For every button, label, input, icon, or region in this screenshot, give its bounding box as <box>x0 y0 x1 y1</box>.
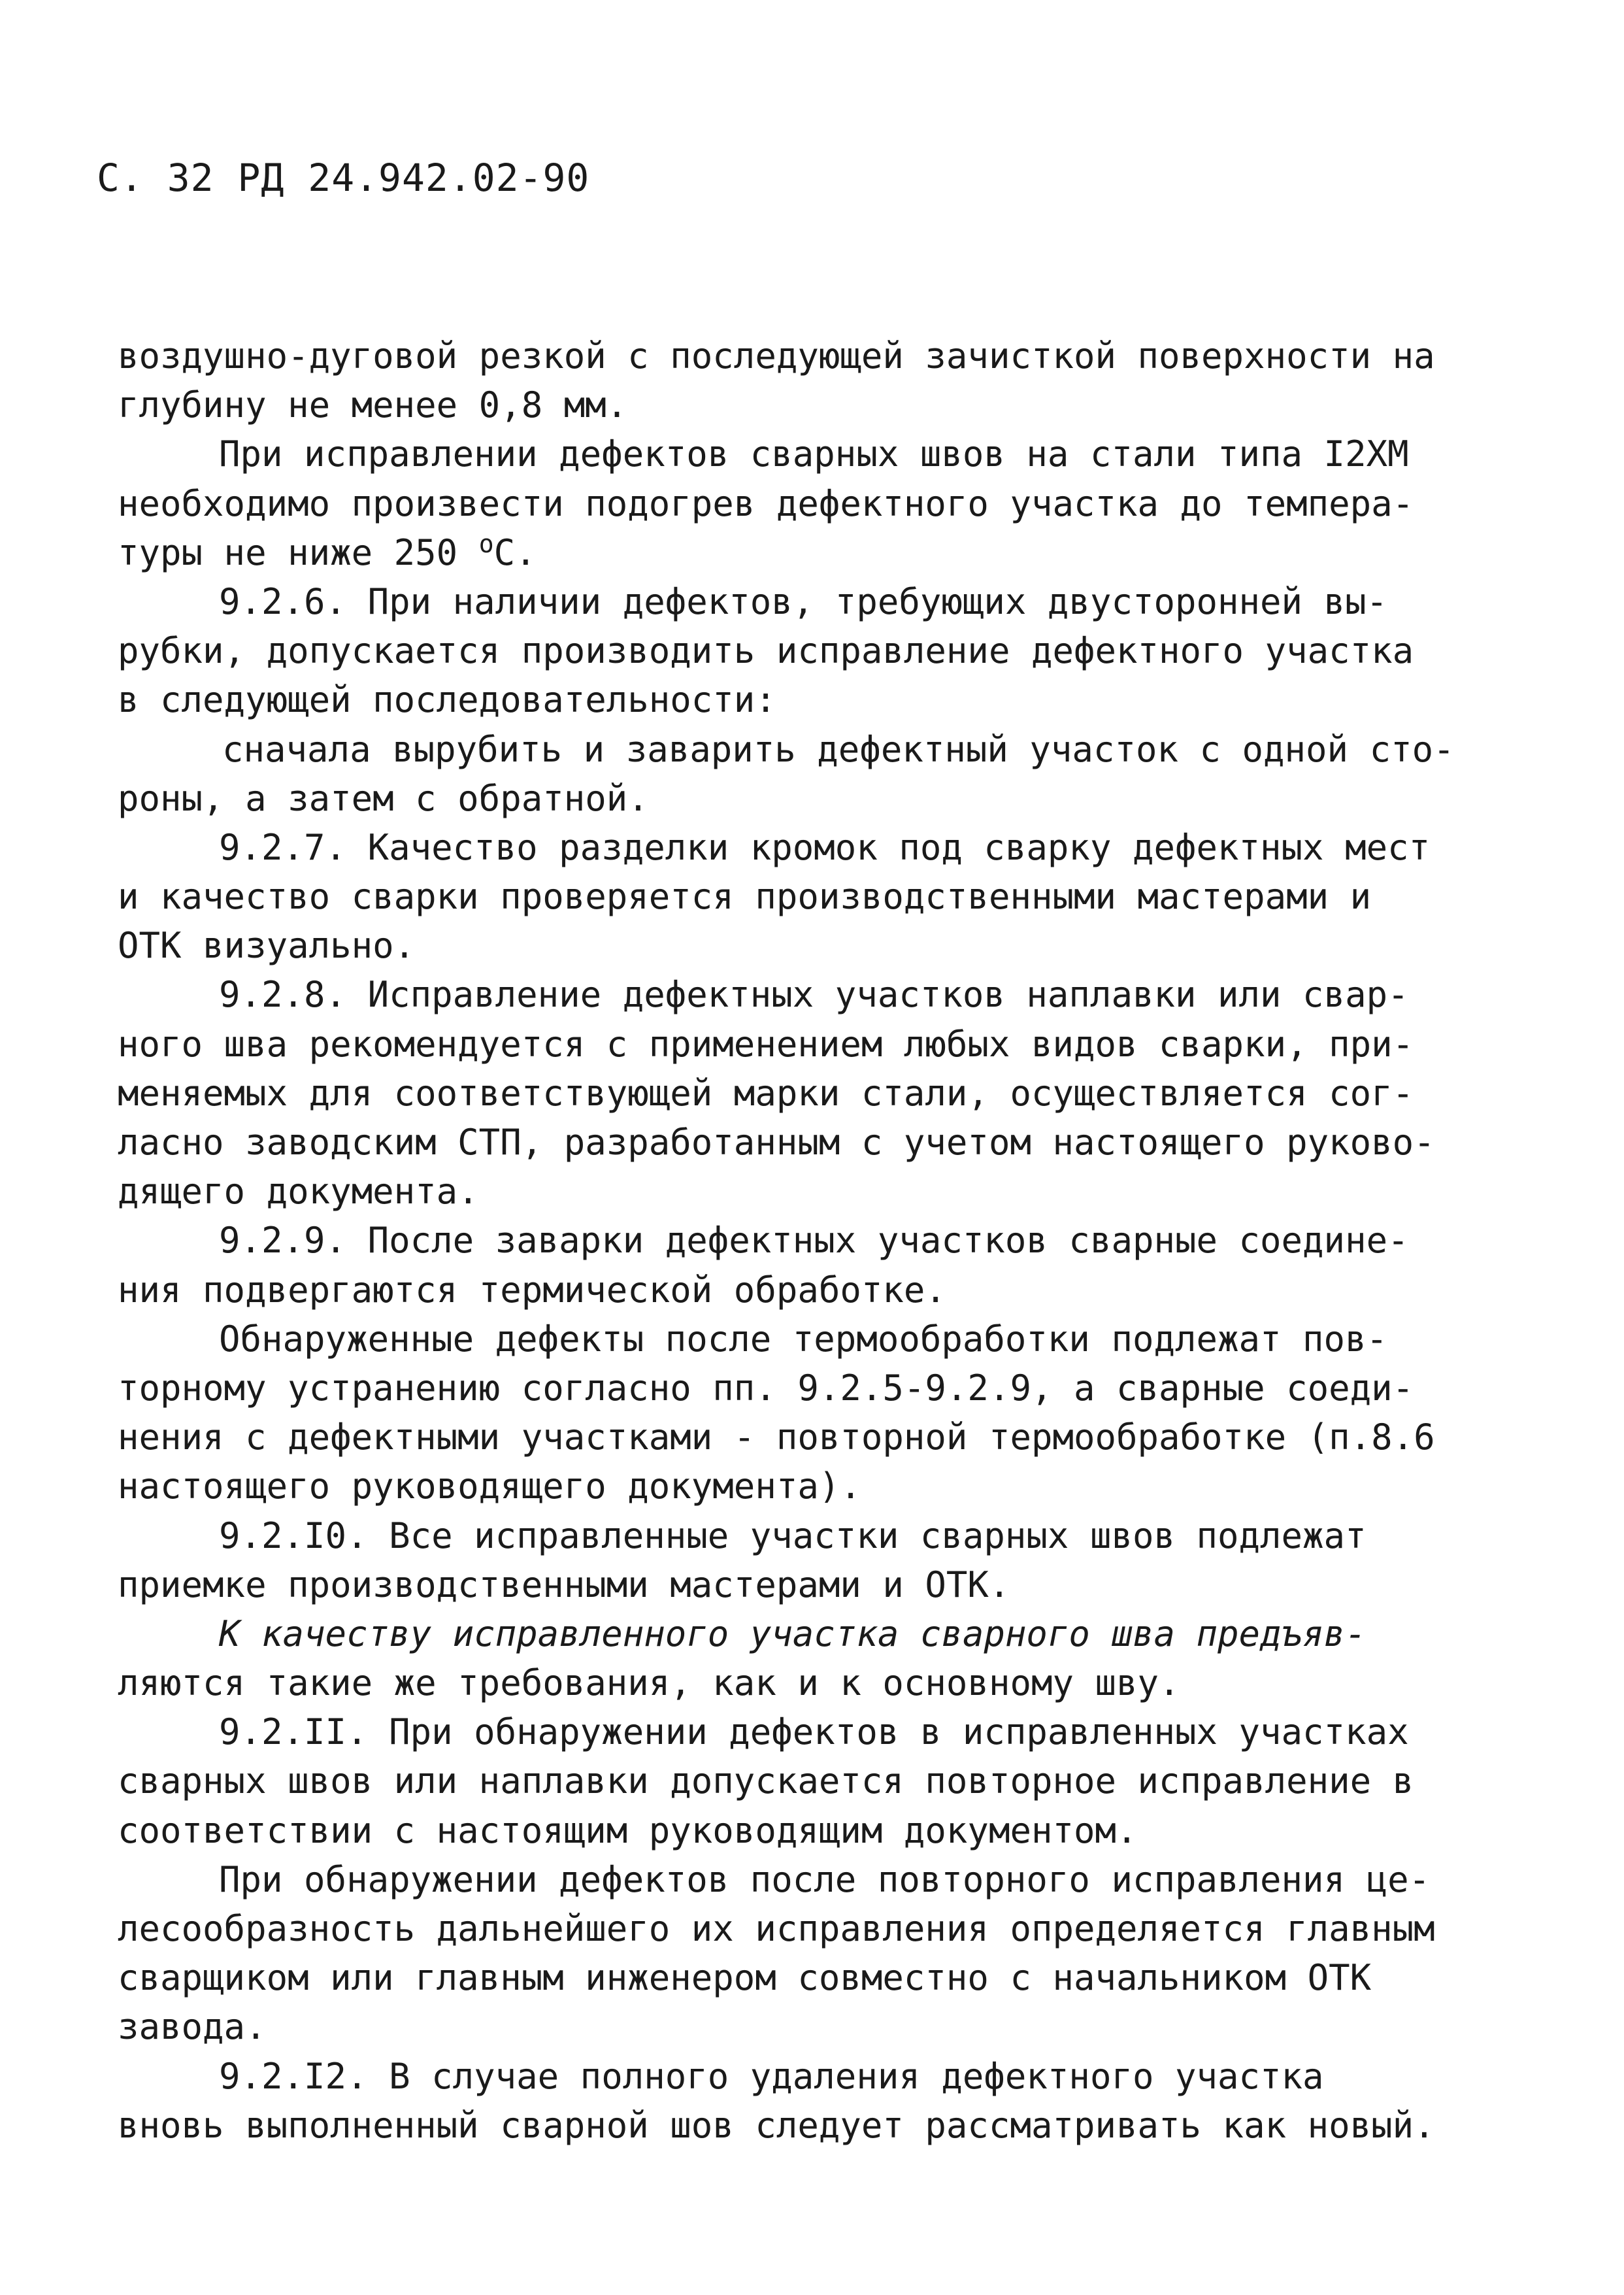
text-line: сварщиком или главным инженером совместно с начальником ОТК <box>118 1957 1372 1999</box>
temperature-text: туры не ниже 250 <box>118 531 479 573</box>
text-line: ОТК визуально. <box>118 925 416 967</box>
text-line: меняемых для соответствующей марки стали, осуществляется сог- <box>118 1072 1414 1114</box>
text-line: При исправлении дефектов сварных швов на стали типа I2ХМ <box>219 433 1409 475</box>
text-line: ния подвергаются термической обработке. <box>118 1269 946 1311</box>
text-line: соответствии с настоящим руководящим документом. <box>118 1809 1138 1851</box>
text-line: 9.2.I2. В случае полного удаления дефектного участка <box>219 2055 1324 2097</box>
text-line: 9.2.II. При обнаружении дефектов в исправленных участках <box>219 1711 1409 1753</box>
temperature-unit: С. <box>493 531 537 573</box>
text-line-temperature <box>118 528 1425 577</box>
text-line: 9.2.9. После заварки дефектных участков сварные соедине- <box>219 1220 1409 1262</box>
page-header: С. 32 РД 24.942.02-90 <box>97 156 590 200</box>
text-line: лесообразность дальнейшего их исправления определяется главным <box>118 1908 1435 1949</box>
text-line: 9.2.7. Качество разделки кромок под сварку дефектных мест <box>219 826 1431 868</box>
text-line: сначала вырубить и заварить дефектный участок с одной сто- <box>222 728 1455 770</box>
text-line: ляются такие же требования, как и к основному шву. <box>118 1662 1180 1704</box>
document-body <box>118 331 1455 2150</box>
text-line: ного шва рекомендуется с применением любых видов сварки, при- <box>118 1023 1414 1065</box>
text-line: приемке производственными мастерами и ОТК. <box>118 1564 1010 1605</box>
text-line: глубину не менее 0,8 мм. <box>118 384 628 426</box>
text-line: завода. <box>118 2006 267 2048</box>
text-line: 9.2.8. Исправление дефектных участков наплавки или свар- <box>219 974 1409 1016</box>
degree-superscript: о <box>478 529 494 558</box>
text-line: в следующей последовательности: <box>118 679 776 721</box>
text-line: Обнаруженные дефекты после термообработки подлежат пов- <box>219 1318 1388 1360</box>
text-line: и качество сварки проверяется производственными мастерами и <box>118 876 1372 918</box>
text-line: торному устранению согласно пп. 9.2.5-9.2.9, а сварные соеди- <box>118 1367 1414 1409</box>
text-line: К качеству исправленного участка сварного шва предъяв- <box>219 1613 1367 1654</box>
text-line: настоящего руководящего документа). <box>118 1466 861 1507</box>
text-line: ласно заводским СТП, разработанным с учетом настоящего руково- <box>118 1122 1435 1163</box>
text-line: 9.2.6. При наличии дефектов, требующих двусторонней вы- <box>219 580 1388 622</box>
text-line: необходимо произвести подогрев дефектного участка до темпера- <box>118 482 1414 524</box>
text-line: При обнаружении дефектов после повторного исправления це- <box>219 1858 1431 1900</box>
text-line: воздушно-дуговой резкой с последующей зачисткой поверхности на <box>118 335 1435 377</box>
text-line: 9.2.I0. Все исправленные участки сварных швов подлежат <box>219 1515 1367 1556</box>
text-line: роны, а затем с обратной. <box>118 777 649 819</box>
text-line: дящего документа. <box>118 1171 479 1213</box>
text-line: нения с дефектными участками - повторной термообработке (п.8.6 <box>118 1416 1435 1458</box>
text-line: вновь выполненный сварной шов следует рассматривать как новый. <box>118 2104 1435 2146</box>
text-line: сварных швов или наплавки допускается повторное исправление в <box>118 1760 1414 1802</box>
text-line: рубки, допускается производить исправление дефектного участка <box>118 630 1414 672</box>
